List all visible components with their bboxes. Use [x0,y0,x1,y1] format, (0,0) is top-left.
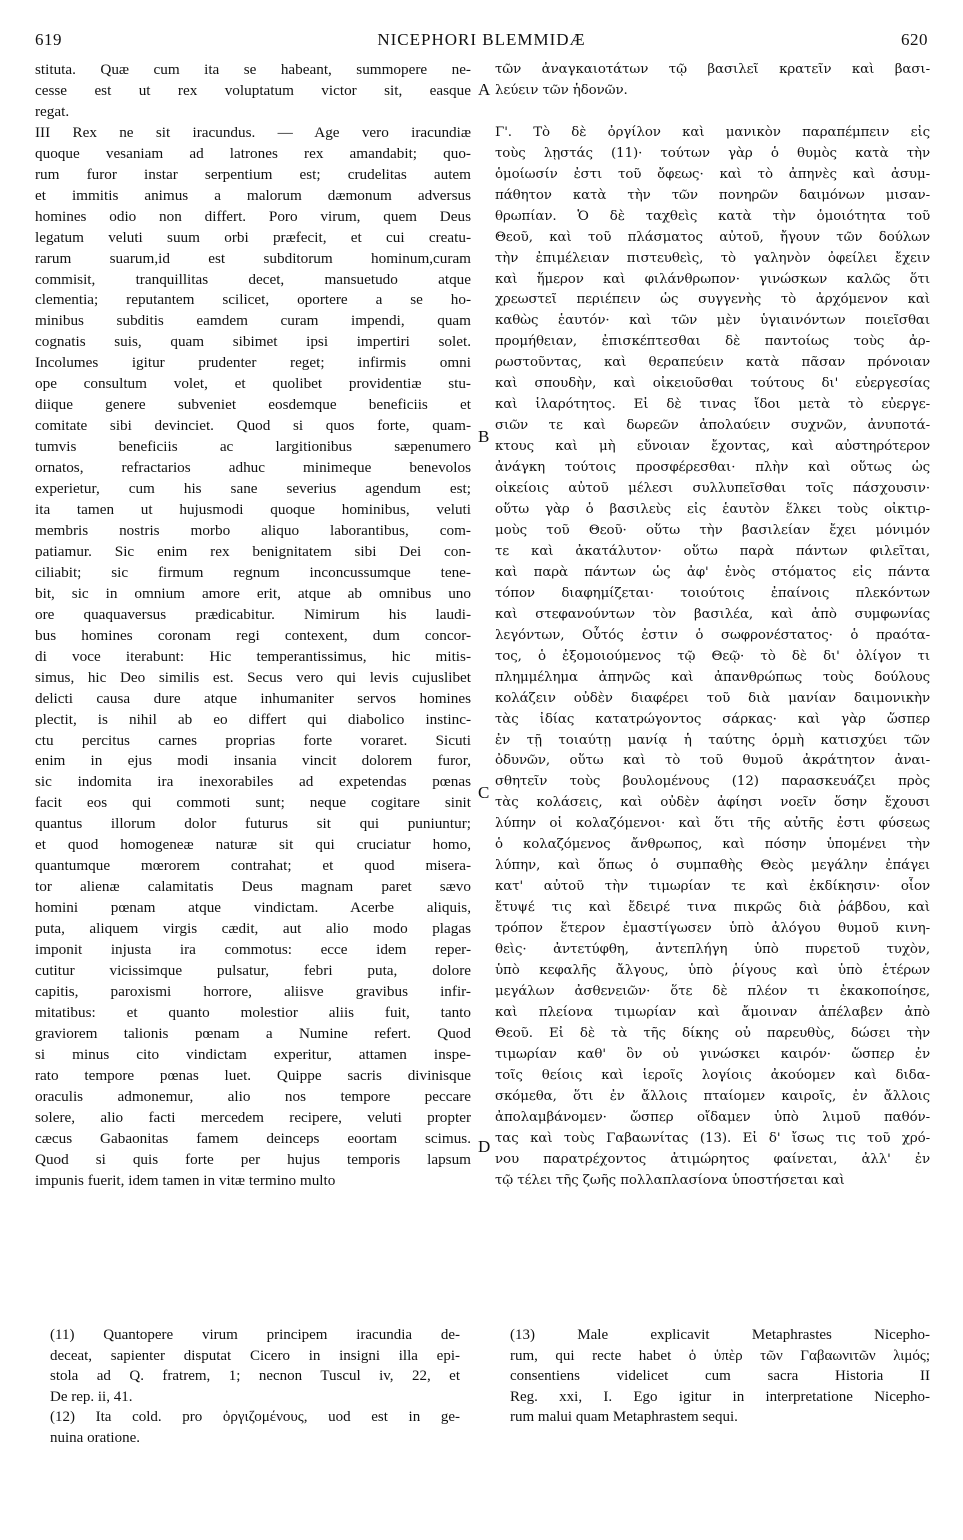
latin-text-line: et immitis animus a malorum dæmonum adversus [35,186,471,204]
greek-text-line: νου παρατρέχοντος ἀτιμώρητος φαίνεται, ἀλλ' ἐν [495,1151,930,1167]
latin-text-line: cesse est ut rex voluptatum victor sit, easque [35,81,471,99]
latin-text-line: simus, hic Deo similis est. Secus vero qui levis cujuslibet [35,668,471,686]
latin-text-line: cutitur vicissimque pulsatur, febri puta, dolore [35,961,471,979]
latin-text-line: homini pœnam atque vindictam. Acerbe aliquis, [35,899,471,917]
latin-text-line: impunis fuerit, idem tamen in vitæ termino multo [35,1171,336,1189]
greek-text-line: τρόπον ἕτερον ἐμαστίγωσεν ὑπὸ ἀλόγου θυμοῦ κινη- [495,921,930,937]
greek-column [495,60,930,1191]
latin-text-line: experietur, cum his sane severius agendum est; [35,480,471,498]
greek-text-line: τῷ τέλει τῆς ζωῆς πολλαπλασίονα ὑποστήσεται καὶ [495,1172,845,1188]
latin-text-line: III Rex ne sit iracundus. — Age vero iracundiæ [35,123,471,141]
latin-text-line: enim in ejus modi insania vincit dolorem furor, [35,752,471,770]
greek-text-line: καὶ στεφανούντων τὸν βασιλέα, καὶ ἀπὸ συμφωνίας [495,606,930,622]
greek-text-line: τῶν ἀναγκαιοτάτων τῷ βασιλεῖ κρατεῖν καὶ βασι- [495,62,930,77]
greek-text-line [495,102,930,123]
footnote-line: (12) Ita cold. pro ὀργιζομένους, uod est in ge- [50,1409,460,1425]
latin-text-line: ope consultum volet, et quolibet providentiæ stu- [35,375,471,393]
latin-text-line: sic indomita ira inexorabiles ad expetendas pœnas [35,773,471,791]
latin-text-line: diique genere subveniet eosdemque beneficiis et [35,396,471,414]
latin-text-line: rarum suarum,id est subditorum hominum,curam [35,249,471,267]
greek-text-line: οὕτω γὰρ ὁ βασιλεὺς εἰς ἑαυτὸν ἕλκει τοὺς οἰκτιρ- [495,502,930,518]
greek-text-line: μεγάλων ἀσθενειῶν· ὅτε δὲ πλέον τι ἐκακοποίησε, [495,983,930,999]
greek-text-line: τοῖς θείοις καὶ ἱεροῖς λογίοις ἀκούομεν καὶ διδα- [495,1067,930,1083]
latin-text-line: rum furor instar serpentium est; crudelitas autem [35,165,471,183]
latin-text-line: commisit, tranquillitas decet, mansuetudo atque [35,270,471,288]
latin-text-line: Quod si quis forte per hujus temporis lapsum [35,1150,471,1168]
right-page-number: 620 [901,30,928,49]
greek-text-line: πάθητον κατὰ τὴν τῶν πονηρῶν δαιμόνων μισαν- [495,187,930,203]
greek-text-line: λύπην οἱ κολαζόμενοι· καὶ ὅτι τῆς αὐτῆς ἐστι φύσεως [495,816,930,832]
greek-text-line: μοὺς τοῦ Θεοῦ· οὕτω τὴν βασιλείαν ἔχει μόνιμόν [495,522,930,538]
latin-text-line: regat. [35,102,70,120]
greek-text-line: τόπον διαφημίζεται· τοιούτοις ἐπαίνοις πλεκόντων [495,585,930,601]
greek-text-line: καὶ πλείονα τιμωρίαν καὶ ἄμοιναν ἀπέλαβεν ἀπὸ [495,1004,930,1020]
latin-text-line: stituta. Quæ cum ita se habeant, summopere ne- [35,61,471,78]
latin-text-line: ctu percitus carnes proprias forte voraret. Sicuti [35,731,471,749]
latin-text-line: clementia; reputantem scilicet, oportere a se ho- [35,291,471,309]
latin-text-line: bus homines coronam regi contexent, dum concor- [35,626,471,644]
footnotes-left [50,1325,460,1448]
latin-text-line: rato tempore pœnas luet. Quippe sacris divinisque [35,1066,471,1084]
section-marker-d: D [478,1137,491,1156]
greek-text-line: τοὺς λῃστάς (11)· τούτων γὰρ ὁ θυμὸς κατὰ τὴν [495,145,930,161]
footnote-line: (11) Quantopere virum principem iracundia de- [50,1327,460,1343]
greek-text-line: σκόμεθα, ὅτι ἐν ἄλλοις πταίομεν καιροῖς, ἐν ἄλλοις [495,1088,930,1104]
latin-text-line: oraculis admonemur, alio nos tempore peccare [35,1087,471,1105]
footnote-line: nuina oratione. [50,1429,140,1446]
greek-text-line: καὶ παρὰ πάντων ὡς ἀφ' ἑνὸς στόματος εἰς πάντα [495,564,930,580]
latin-text-line: capitis, paroxismi horrore, aliisve gravibus infir- [35,982,471,1000]
latin-text-line: facit eos qui commoti sunt; neque cogitare sinit [35,794,471,812]
greek-text-line: ἐν τῇ τοιαύτῃ μανίᾳ ἡ ταύτης ὁρμὴ κατισχύει τῶν [495,732,930,748]
greek-text-line: ἀπολαμβάνομεν· ὥσπερ οἴδαμεν ὑπὸ λιμοῦ παθόν- [495,1109,930,1125]
latin-text-line: si minus cito vindictam experitur, attamen inspe- [35,1045,471,1063]
section-marker-a: A [478,80,491,99]
latin-text-line: ciliabit; sic firmum regnum inconcussumque tene- [35,563,471,581]
footnote-line: deceat, sapienter disputat Cicero in insigni illa epi- [50,1347,460,1364]
latin-text-line: cæcus Gabaonitas famem deinceps eoortam scimus. [35,1129,471,1147]
greek-text-line: τε καὶ ἀκατάλυτον· οὕτω παρὰ πάντων φιλεῖται, [495,543,930,559]
left-page-number: 619 [35,30,62,49]
greek-text-line: καὶ ἥμερον καὶ φιλάνθρωπον· γινώσκων καλῶς ὅτι [495,271,930,287]
greek-text-line: ὁμοίωσίν ἐστι τοῦ ὄφεως· καὶ τὸ ἀπηνὲς καὶ ἀσυμ- [495,166,930,182]
latin-text-line: mitatibus: et quanto molestior aliis fuit, tanto [35,1003,471,1021]
latin-text-line: ita tamen ut hujusmodi quoque hominibus, veluti [35,501,471,519]
greek-text-line: τὴν ἐπιμέλειαν πιστευθεὶς, τὸ γαληνὸν ὀφείλει ἔχειν [495,250,930,266]
latin-text-line: tor alienæ calamitatis Deus magnam paret sævo [35,878,471,896]
greek-text-line: θεὶς· ἀντετύφθη, ἀντεπλήγη ὑπὸ πυρετοῦ τυχὸν, [495,942,930,958]
footnote-line: rum malui quam Metaphrastem sequi. [510,1409,738,1425]
latin-column [35,60,471,1191]
latin-text-line: quantumque mœrorem contrahat; et quod misera- [35,857,471,875]
latin-text-line: patiamur. Sic enim rex benignitatem sibi Dei con- [35,542,471,560]
greek-text-line: θρωπίαν. Ὁ δὲ ταχθεὶς κατὰ τὴν ὁμοιότητα τοῦ [495,208,930,224]
greek-text-line: τος, ὁ ἐξομοιούμενος τῷ Θεῷ· τὸ δὲ δι' ὀλίγον τι [495,648,930,664]
greek-text-line: προμήθειαν, ἐπισκέπτεσθαι δὲ παντοίως τοὺς ἀρ- [495,334,930,350]
latin-text-line: solere, alio facti mercedem recipere, veluti propter [35,1108,471,1126]
running-title: NICEPHORI BLEMMIDÆ [377,30,586,49]
greek-text-line: τιμωρίαν καθ' ὃν οὐ γινώσκει καιρόν· ὥσπερ ἐν [495,1046,930,1062]
greek-text-line: ὀδυνῶν, οὕτω καὶ τὸ τοῦ θυμοῦ ἀκράτητον ἀναι- [495,753,930,769]
latin-text-line: cognatis suis, quam sibimet ipsi impertiri solet. [35,333,471,351]
greek-text-line: κτους καὶ μὴ εὔνοιαν ἔχοντας, καὶ αὐστηρότερον [495,439,930,455]
latin-text-line: graviorem talionis pœnam a Numine refert. Quod [35,1024,471,1042]
greek-text-line: καθὼς ἑαυτόν· καὶ τῶν μὲν ὑγιαινόντων ποιεῖσθαι [495,313,930,329]
greek-text-line: χρεωστεῖ περιέπειν ὡς συγγενὴς τὸ ἀρχόμενον καὶ [495,292,930,308]
latin-text-line: comitate sibi devinciet. Quod si quos forte, quam- [35,417,471,435]
greek-text-line: λεύειν τῶν ἡδονῶν. [495,82,628,98]
greek-text-line: τας καὶ τοὺς Γαβαωνίτας (13). Εἰ δ' ἴσως τις τοῦ χρό- [495,1130,930,1146]
latin-text-line: legatum veluti suum orbi præfecit, et cui creatu- [35,228,471,246]
greek-text-line: Γ'. Τὸ δὲ ὀργίλον καὶ μανικὸν παραπέμπειν εἰς [495,124,930,140]
latin-text-line: ore quaquaversus prædicabitur. Nimirum his laudi- [35,605,471,623]
latin-text-line: tumvis beneficiis ac largitionibus sæpenumero [35,438,471,456]
latin-text-line: puta, aliquem virgis cædit, aut alio modo plagas [35,920,471,938]
page-header [35,30,928,54]
footnote-line: consentiens videlicet cum sacra Historia II [510,1368,930,1384]
greek-text-line: σιῶν τε καὶ δωρεῶν ἀπολαύειν συχνῶν, ἀνυποτά- [495,418,930,434]
greek-text-line: καὶ σπουδὴν, καὶ οἰκειοῦσθαι τούτους δι' εὐεργεσίας [495,376,930,392]
latin-text-line: minibus subditis eamdem curam impendi, quam [35,312,471,330]
latin-text-line: Incolumes igitur prudenter reget; infirmis omni [35,354,471,372]
latin-text-line: ornatos, refractarios adhuc minimeque benevolos [35,459,471,477]
footnote-line: (13) Male explicavit Metaphrastes Nicepho- [510,1327,930,1343]
latin-text-line: quoque vesaniam ad latrones rex amandabit; quo- [35,144,471,162]
greek-text-line: κατ' αὐτοῦ τὴν τιμωρίαν τε καὶ ἐκδίκησιν· οἷον [495,879,930,895]
greek-text-line: ρωστοῦντας, καὶ θεραπεύειν κατὰ πᾶσαν πρόνοιαν [495,355,930,371]
greek-text-line: ὁ κολαζόμενος ἄνθρωπος, καὶ πόσην ὑπομένει τὴν [495,837,930,853]
footnote-line: Reg. xxi, I. Ego igitur in interpretatione Nicepho- [510,1388,930,1405]
greek-text-line: οἰκείοις αὐτοῦ μέλεσι συλλυπεῖσθαι τοῖς πάσχουσιν· [495,481,930,497]
footnote-line: rum, qui recte habet ὁ ὑπὲρ τῶν Γαβαωνιτῶν λιμός; [510,1347,930,1364]
latin-text-line: delicti causa dure atque inhumaniter servos homines [35,689,471,707]
latin-text-line: membris nostris morbo aliquo laborantibus, com- [35,521,471,539]
greek-text-line: λύπην, καὶ ὅπως ὁ συμπαθὴς Θεὸς μεγάλην ἐπάγει [495,858,930,874]
footnote-line: De rep. ii, 41. [50,1388,133,1405]
section-marker-c: C [478,783,490,802]
latin-text-line: homines odio non differt. Poro virum, quem Deus [35,207,471,225]
section-marker-b: B [478,427,490,446]
greek-text-line: τὰς κολάσεις, καὶ οὐδὲν ἀφίησι νοεῖν ὅσην ἔχουσι [495,795,930,811]
greek-text-line: Θεοῦ, καὶ τοῦ πλάσματος αὐτοῦ, ἤγουν τῶν δούλων [495,229,930,245]
greek-text-line: Θεοῦ. Εἰ δὲ τὰ τῆς δίκης οὐ παρευθὺς, δώσει τὴν [495,1025,930,1041]
greek-text-line: ἀνάγκη τούτοις προσφέρεσθαι· πλὴν καὶ οὕτως ὡς [495,460,930,476]
latin-text-line: imponit injusta ira commotus: ecce idem reper- [35,941,471,959]
latin-text-line: di voce iterabunt: Hic temperantissimus, hic mitis- [35,647,471,665]
latin-text-line: et quod homogeneæ naturæ sit qui cruciatur homo, [35,836,471,854]
footnote-line: stola ad Q. fratrem, 1; necnon Tuscul iv, 22, et [50,1368,460,1384]
latin-text-line: plectit, is nihil ab eo differt qui diabolico instinc- [35,710,471,728]
greek-text-line: καὶ ἱλαρότητος. Εἰ δὲ τινας ἴδοι μετὰ τὸ εὐεργε- [495,397,930,413]
greek-text-line: κολάζειν οὐδὲν διαφέρει τοῦ διὰ μανίαν δαιμονικὴν [495,690,930,706]
greek-text-line: τὰς ἰδίας κατατρώγοντος σάρκας· καὶ γὰρ ὥσπερ [495,711,930,727]
latin-text-line: quantus illorum dolor futurus sit qui puniuntur; [35,815,471,833]
greek-text-line: σθητεῖν τοὺς βουλομένους (12) παρασκευάζει πρὸς [495,774,930,790]
footnotes-right [510,1325,930,1428]
greek-text-line: ὑπὸ κεφαλῆς ἄλγους, ὑπὸ ῥίγους καὶ ὑπὸ ἑτέρων [495,962,930,978]
latin-text-line: bit, sic in omnium amore erit, atque ab omnibus uno [35,584,471,602]
greek-text-line: ἔτυψέ τις καὶ ἔδειρέ τινα πικρῶς διὰ ῥάβδου, καὶ [495,900,930,916]
greek-text-line: λεγόντων, Οὗτός ἐστιν ὁ σωφρονέστατος· ὁ πραότα- [495,627,930,643]
greek-text-line: πλημμέλημα ἀπηνῶς καὶ ἀπανθρώπως τοὺς δούλους [495,669,930,685]
